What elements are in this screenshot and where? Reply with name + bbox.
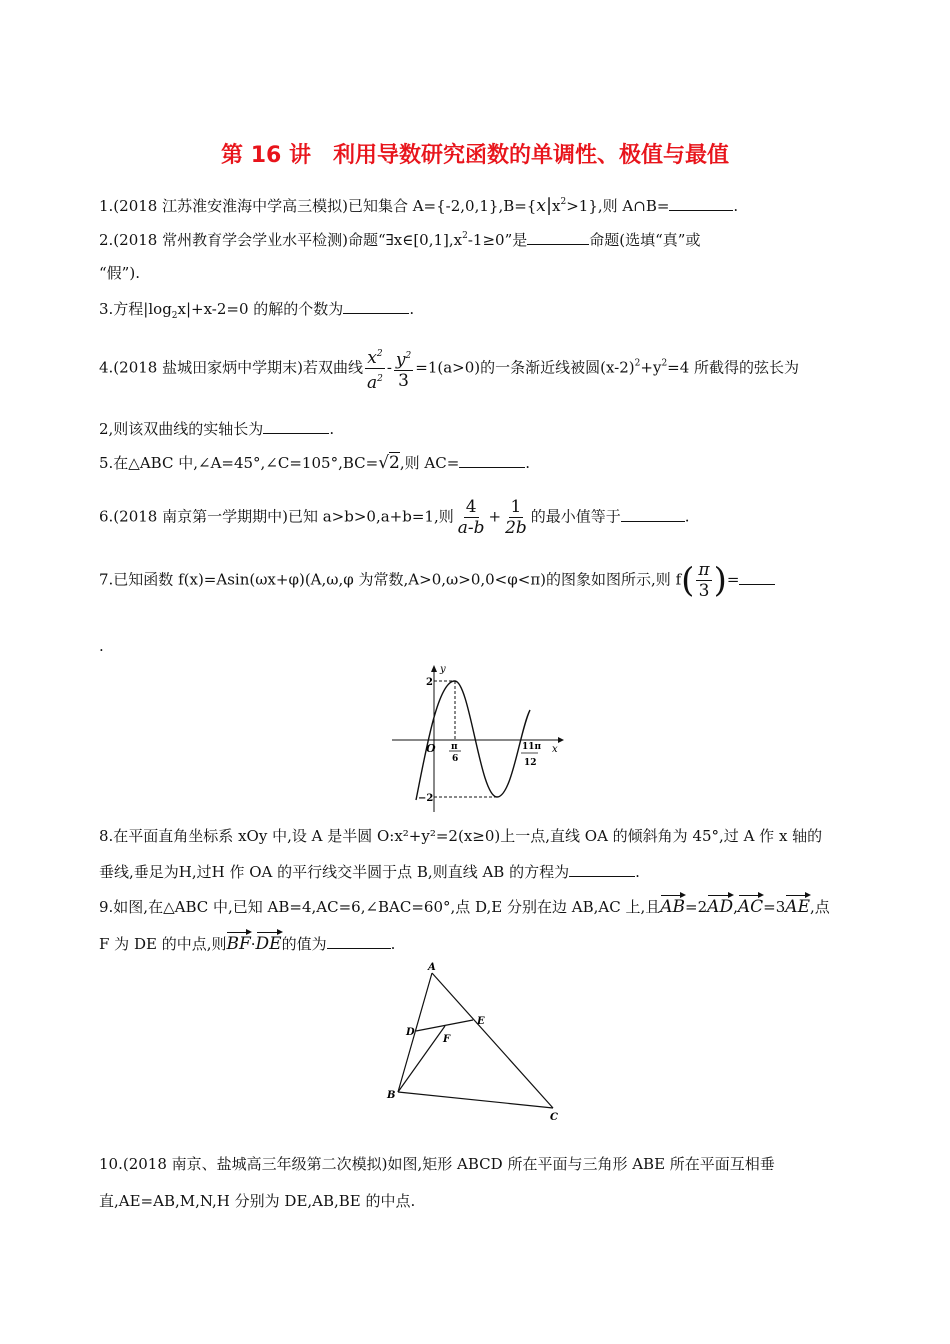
question-4: 4.(2018 盐城田家炳中学期末)若双曲线 $\frac{x^2}{a^2}$ - $\frac{y^2}{3}$ =1(a>0)的一条渐近线被圆$(x-2)^2+y^2=4$ 所截得的弦长为 [99, 344, 799, 393]
x-label: x [552, 744, 558, 755]
question-3: 3.方程$|\log_2x|+x-2=0$ 的解的个数为 . [99, 300, 415, 321]
y-axis-arrow [431, 665, 437, 672]
fraction: $\frac{\pi}{3}$ [698, 560, 710, 601]
label-a: A [428, 962, 436, 973]
origin-label: O [426, 742, 436, 755]
fraction: $\frac{4}{a-b}$ [457, 497, 485, 538]
side-ab [398, 973, 432, 1092]
question-6: 6.(2018 南京第一学期期中)已知 a>b>0,a+b=1,则 $\frac{4}{a-b}$ + $\frac{1}{2b}$ 的最小值等于 . [99, 497, 690, 538]
side-bc [398, 1092, 553, 1108]
question-2-cont: “假”). [99, 264, 140, 282]
question-4-cont: 2,则该双曲线的实轴长为 . [99, 420, 335, 438]
question-5: 5.在△ABC 中,∠A=45°,∠C=105°,BC=√2,则 AC= . [99, 453, 531, 473]
x-axis-arrow [558, 737, 564, 743]
answer-blank[interactable] [569, 862, 635, 877]
fraction: $\frac{1}{2b}$ [505, 497, 527, 538]
tick2-num: 11π [522, 742, 542, 752]
triangle-figure [385, 958, 565, 1126]
answer-blank[interactable] [263, 419, 329, 434]
answer-blank[interactable] [621, 507, 685, 522]
question-10-cont: 直,AE=AB,M,N,H 分别为 DE,AB,BE 的中点. [99, 1192, 416, 1210]
y-max-label: 2 [426, 677, 433, 688]
question-8: 8.在平面直角坐标系 xOy 中,设 A 是半圆 O:x²+y²=2(x≥0)上一点,直线 OA 的倾斜角为 45°,过 A 作 x 轴的 [99, 827, 823, 845]
question-10: 10.(2018 南京、盐城高三年级第二次模拟)如图,矩形 ABCD 所在平面与三角形 ABE 所在平面互相垂 [99, 1155, 775, 1173]
label-d: D [406, 1027, 415, 1038]
sine-graph [388, 660, 568, 818]
label-c: C [550, 1112, 558, 1123]
answer-blank[interactable] [459, 453, 525, 468]
question-7: 7.已知函数 f(x)=Asin(ωx+φ)(A,ω,φ 为常数,A>0,ω>0,0<φ<π)的图象如图所示,则 f( $\frac{\pi}{3}$ )= [99, 560, 775, 601]
y-label: y [440, 664, 446, 675]
question-9-cont: F 为 DE 的中点,则BF·DE的值为 . [99, 934, 396, 954]
question-9: 9.如图,在△ABC 中,已知 AB=4,AC=6,∠BAC=60°,点 D,E 分别在边 AB,AC 上,且AB=2AD,AC=3AE,点 [99, 897, 830, 917]
answer-blank[interactable] [739, 570, 775, 585]
tick1-num: π [451, 742, 458, 752]
answer-blank[interactable] [527, 230, 589, 245]
answer-blank[interactable] [327, 934, 391, 949]
question-7-cont: . [99, 637, 104, 655]
side-ac [432, 973, 553, 1108]
label-f: F [443, 1034, 451, 1045]
answer-blank[interactable] [343, 299, 409, 314]
tick1-den: 6 [452, 754, 459, 764]
question-8-cont: 垂线,垂足为H,过H 作 OA 的平行线交半圆于点 B,则直线 AB 的方程为 . [99, 863, 640, 881]
segment-de [416, 1020, 473, 1031]
question-1: 1.(2018 江苏淮安淮海中学高三模拟)已知集合 $A=\{-2,0,1\},B=\{x|x^2>1\}$,则 A∩B= . [99, 195, 739, 216]
label-b: B [387, 1090, 396, 1101]
tick2-den: 12 [524, 758, 537, 768]
y-min-label: −2 [418, 793, 434, 804]
label-e: E [477, 1016, 485, 1027]
answer-blank[interactable] [669, 196, 733, 211]
question-2: 2.(2018 常州教育学会学业水平检测)命题“$\exists x\in[0,1],x^2-1\ge 0$”是 命题(选填“真”或 [99, 231, 701, 249]
fraction: $\frac{x^2}{a^2}$ [365, 344, 385, 393]
page-title: 第 16 讲 利用导数研究函数的单调性、极值与最值 [221, 143, 729, 168]
fraction: $\frac{y^2}{3}$ [394, 346, 413, 391]
